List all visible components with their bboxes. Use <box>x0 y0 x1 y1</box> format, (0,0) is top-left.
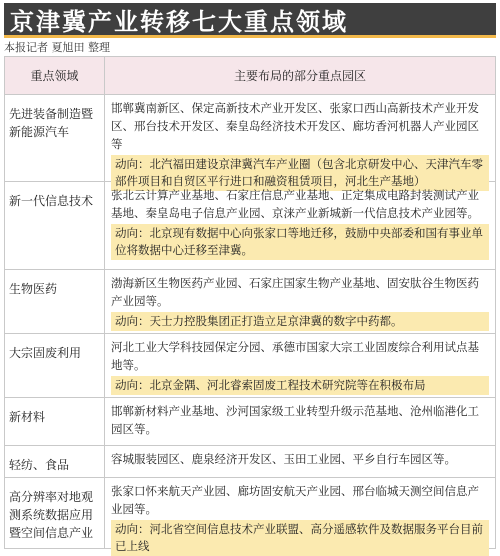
row-parks: 张北云计算产业基地、石家庄信息产业基地、正定集成电路封装测试产业基地、秦皇岛电子信息产业园、京涞产业新城新一代信息技术产业园等。 <box>111 188 479 220</box>
row-body <box>105 334 495 397</box>
row-field: 轻纺、食品 <box>5 446 105 477</box>
row-field: 新材料 <box>5 398 105 445</box>
table-row <box>5 478 495 553</box>
row-parks: 邯郸冀南新区、保定高新技术产业开发区、张家口西山高新技术产业开发区、邢台技术开发区、秦皇岛经济技术开发区、廊坊香河机器人产业园区等 <box>111 101 479 151</box>
header-parks: 主要布局的部分重点园区 <box>233 69 366 83</box>
table-row <box>5 95 495 188</box>
row-trend: 动向：北京金隅、河北睿索固废工程技术研究院等在积极布局 <box>111 376 489 395</box>
table-header <box>5 57 495 95</box>
row-parks: 张家口怀来航天产业园、廊坊固安航天产业园、邢台临城天测空间信息产业园等。 <box>111 484 479 516</box>
row-field: 先进装备制造暨新能源汽车 <box>5 95 105 181</box>
row-field: 高分辨率对地观测系统数据应用暨空间信息产业 <box>5 478 105 549</box>
row-parks: 河北工业大学科技园保定分园、承德市国家大宗工业固废综合利用试点基地等。 <box>111 340 479 372</box>
row-parks: 容城服装园区、鹿泉经济开发区、玉田工业园、平乡自行车园区等。 <box>111 452 456 466</box>
table-row <box>5 334 495 398</box>
row-field: 生物医药 <box>5 270 105 333</box>
row-body <box>105 446 495 477</box>
page-title: 京津冀产业转移七大重点领域 <box>10 7 348 36</box>
table-row <box>5 182 495 270</box>
row-trend: 动向：北京现有数据中心向张家口等地迁移，鼓励中央部委和国有事业单位将数据中心迁移至津冀。 <box>111 224 489 260</box>
byline: 本报记者 夏旭田 整理 <box>4 41 110 54</box>
row-parks: 渤海新区生物医药产业园、石家庄国家生物产业基地、固安肽谷生物医药产业园等。 <box>111 276 479 308</box>
row-trend: 动向：河北省空间信息技术产业联盟、高分遥感软件及数据服务平台目前已上线 <box>111 520 489 556</box>
title-bar <box>4 3 496 38</box>
table-row <box>5 446 495 478</box>
row-body <box>105 398 495 445</box>
header-field: 重点领域 <box>5 57 105 94</box>
industry-table <box>4 56 496 553</box>
row-field: 新一代信息技术 <box>5 182 105 269</box>
row-trend: 动向：天士力控股集团正打造立足京津冀的数字中药都。 <box>111 312 489 331</box>
row-body <box>105 95 495 188</box>
table-row <box>5 270 495 334</box>
row-body <box>105 182 495 269</box>
row-parks: 邯郸新材料产业基地、沙河国家级工业转型升级示范基地、沧州临港化工园区等。 <box>111 404 479 436</box>
row-trend: 动向：北汽福田建设京津冀汽车产业圈（包含北京研发中心、天津汽车零部件项目和自贸区平行进口和融资租赁项目，河北生产基地） <box>111 155 489 191</box>
row-field: 大宗固废利用 <box>5 334 105 397</box>
row-body <box>105 478 495 553</box>
table-row <box>5 398 495 446</box>
row-body <box>105 270 495 333</box>
